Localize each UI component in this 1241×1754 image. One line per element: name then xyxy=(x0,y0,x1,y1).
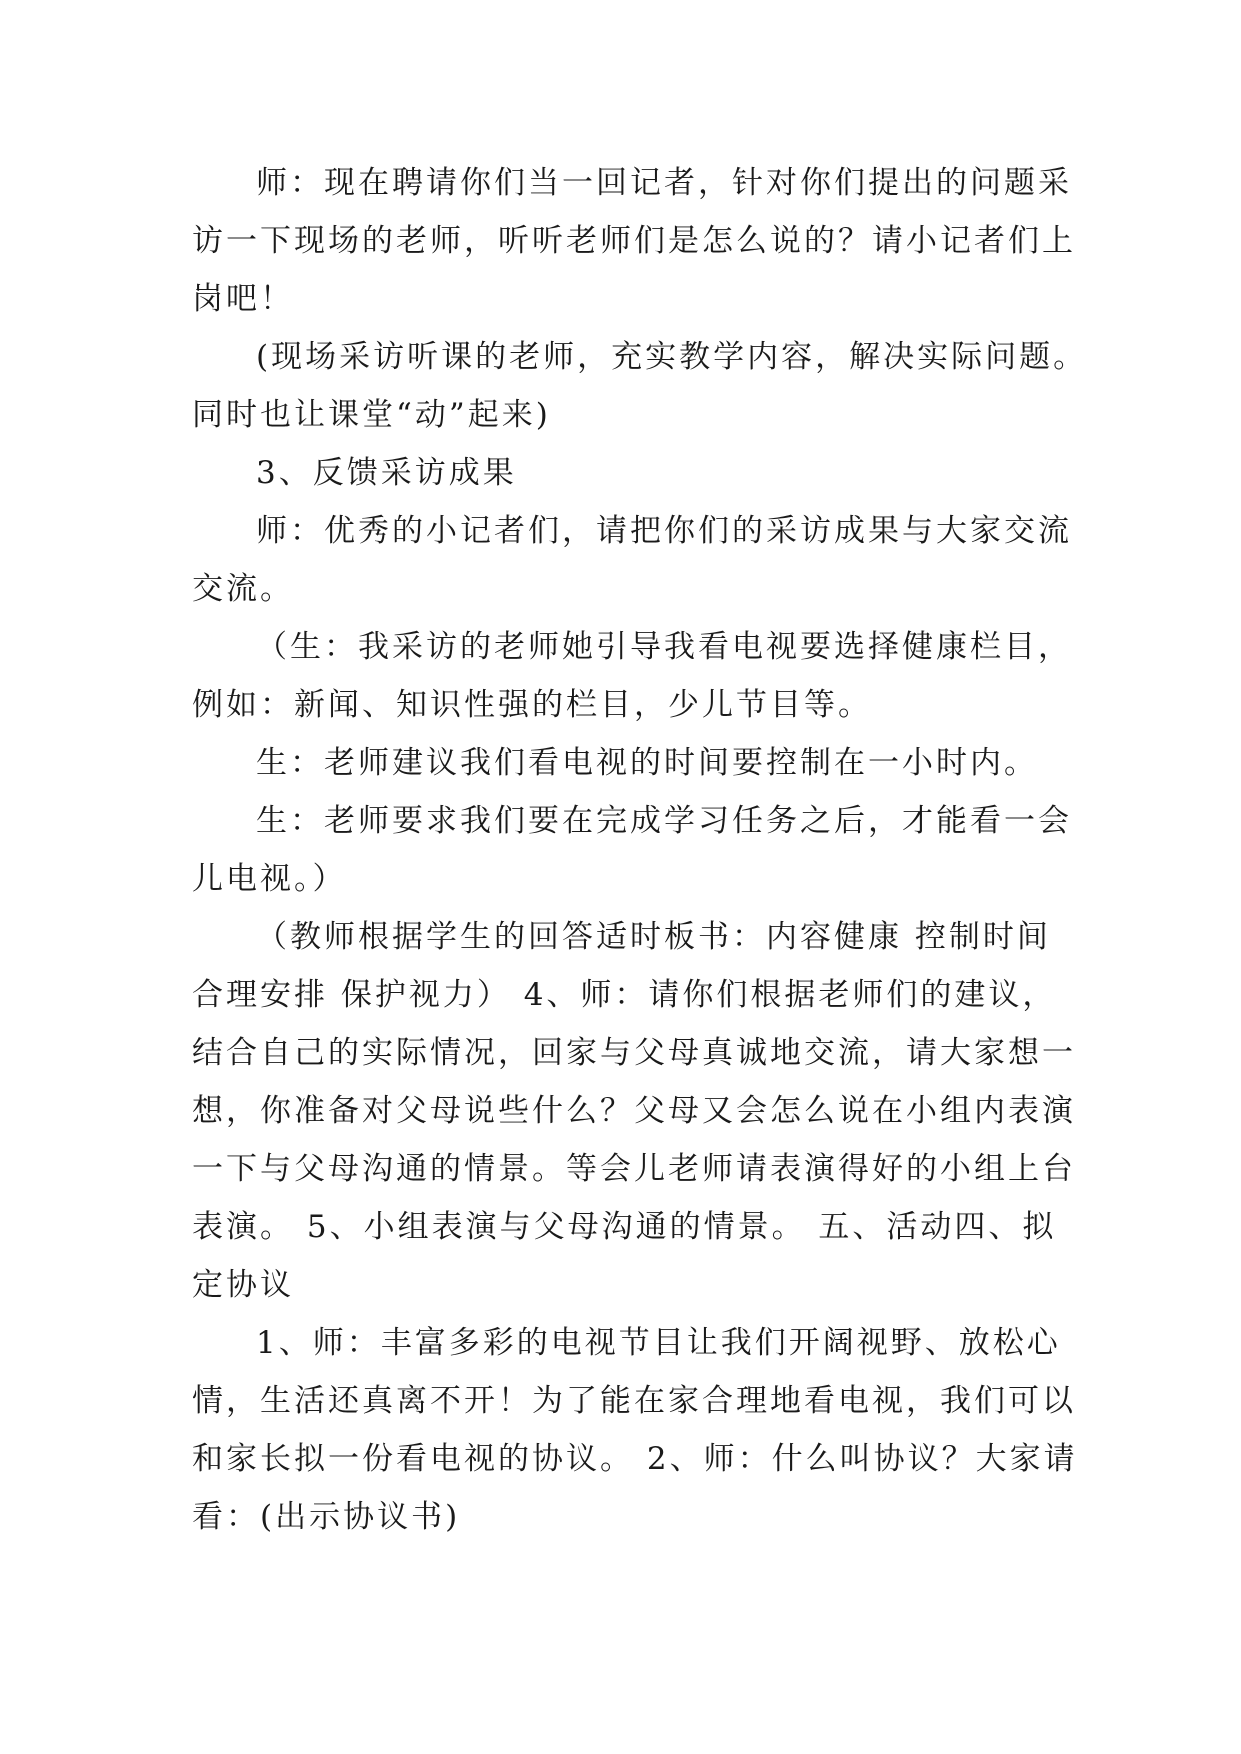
text-line: （教师根据学生的回答适时板书：内容健康 控制时间 xyxy=(256,919,1051,955)
text-line: 例如：新闻、知识性强的栏目，少儿节目等。 xyxy=(192,687,872,723)
text-line: 访一下现场的老师，听听老师们是怎么说的？请小记者们上 xyxy=(192,223,1076,259)
text-line: 儿电视。） xyxy=(192,861,347,897)
text-line: 师：优秀的小记者们，请把你们的采访成果与大家交流 xyxy=(256,513,1072,549)
text-line: 表演。 5、小组表演与父母沟通的情景。 五、活动四、拟 xyxy=(192,1209,1057,1245)
text-line: 师：现在聘请你们当一回记者，针对你们提出的问题采 xyxy=(256,165,1072,201)
text-line: 交流。 xyxy=(192,571,294,607)
text-line: （生：我采访的老师她引导我看电视要选择健康栏目， xyxy=(256,629,1072,665)
text-line: 岗吧！ xyxy=(192,281,294,317)
text-line: 同时也让课堂“动”起来) xyxy=(192,397,551,433)
document-body xyxy=(192,154,1088,1546)
text-line: 合理安排 保护视力） 4、师：请你们根据老师们的建议， xyxy=(192,977,1057,1013)
text-line: 看：(出示协议书) xyxy=(192,1499,461,1535)
text-line: 生：老师要求我们要在完成学习任务之后，才能看一会 xyxy=(256,803,1072,839)
text-line: 结合自己的实际情况，回家与父母真诚地交流，请大家想一 xyxy=(192,1035,1076,1071)
text-line: 3、反馈采访成果 xyxy=(256,455,517,491)
text-line: 生：老师建议我们看电视的时间要控制在一小时内。 xyxy=(256,745,1038,781)
text-line: 和家长拟一份看电视的协议。 2、师：什么叫协议？大家请 xyxy=(192,1441,1078,1477)
text-line: 情，生活还真离不开！为了能在家合理地看电视，我们可以 xyxy=(192,1383,1076,1419)
text-line: 想，你准备对父母说些什么？父母又会怎么说在小组内表演 xyxy=(192,1093,1076,1129)
text-line: (现场采访听课的老师，充实教学内容，解决实际问题。 xyxy=(256,339,1088,375)
text-line: 1、师：丰富多彩的电视节目让我们开阔视野、放松心 xyxy=(256,1325,1061,1361)
text-line: 一下与父母沟通的情景。等会儿老师请表演得好的小组上台 xyxy=(192,1151,1076,1187)
text-line: 定协议 xyxy=(192,1267,294,1303)
